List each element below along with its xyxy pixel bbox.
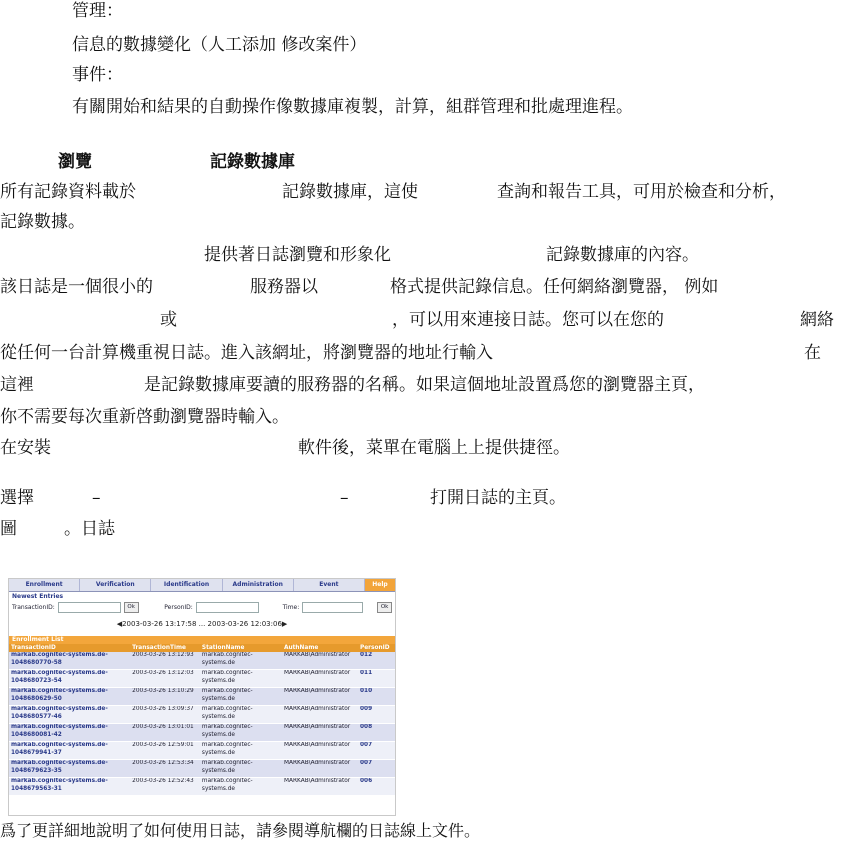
log-screenshot xyxy=(8,578,396,816)
cell-transaction-time: 2003-03-26 13:12:03 xyxy=(130,670,200,688)
p5-text-d: 打開日誌的主頁。 xyxy=(430,488,566,508)
cell-person-id[interactable]: 008 xyxy=(358,724,395,742)
p2-text-a: 提供著日誌瀏覽和形象化 xyxy=(204,245,391,265)
enrollment-list-title: Enrollment List xyxy=(9,636,395,644)
cell-transaction-id[interactable]: markab.cognitec-systems.de-1048680577-46 xyxy=(9,706,130,724)
time-label: Time: xyxy=(282,604,300,611)
p3-text-i: 這裡 xyxy=(0,375,34,395)
col-auth-name[interactable]: AuthName xyxy=(282,644,358,652)
table-row[interactable] xyxy=(9,652,395,670)
p1-text-c: 查詢和報告工具，可用於檢查和分析， xyxy=(497,182,786,202)
cell-person-id[interactable]: 006 xyxy=(358,778,395,796)
p4-text-a: 在安裝 xyxy=(0,438,51,458)
p3-text-b: 服務器以 xyxy=(250,277,318,297)
p2-text-b: 記錄數據庫的內容。 xyxy=(546,245,699,265)
p3-text-a: 該日誌是一個很小的 xyxy=(0,277,153,297)
screenshot-tab-bar xyxy=(9,579,395,592)
table-row[interactable] xyxy=(9,670,395,688)
p5-dash-2: – xyxy=(340,488,349,508)
cell-person-id[interactable]: 007 xyxy=(358,742,395,760)
tab-help[interactable]: Help xyxy=(365,579,395,591)
cell-transaction-time: 2003-03-26 12:53:34 xyxy=(130,760,200,778)
person-id-input[interactable] xyxy=(196,602,259,613)
figure-caption: 。日誌 xyxy=(64,519,115,539)
cell-station-name: markab.cognitec-systems.de xyxy=(200,760,282,778)
cell-transaction-id[interactable]: markab.cognitec-systems.de-1048679623-35 xyxy=(9,760,130,778)
cell-transaction-id[interactable]: markab.cognitec-systems.de-1048679941-37 xyxy=(9,742,130,760)
tab-verification[interactable]: Verification xyxy=(80,579,151,591)
p3-text-c: 格式提供記錄信息。任何網絡瀏覽器， 例如 xyxy=(390,277,719,297)
cell-transaction-id[interactable]: markab.cognitec-systems.de-1048679563-31 xyxy=(9,778,130,796)
cell-auth-name: MARKAB\Administrator xyxy=(282,778,358,796)
cell-station-name: markab.cognitec-systems.de xyxy=(200,670,282,688)
cell-transaction-time: 2003-03-26 13:01:01 xyxy=(130,724,200,742)
tab-enrollment[interactable]: Enrollment xyxy=(9,579,80,591)
col-station-name[interactable]: StationName xyxy=(200,644,282,652)
cell-person-id[interactable]: 007 xyxy=(358,760,395,778)
p3-text-j: 是記錄數據庫要讀的服務器的名稱。如果這個地址設置爲您的瀏覽器主頁， xyxy=(144,375,705,395)
cell-auth-name: MARKAB\Administrator xyxy=(282,688,358,706)
event-description: 有關開始和結果的自動操作像數據庫複製，計算，組群管理和批處理進程。 xyxy=(72,97,633,117)
p5-dash-1: – xyxy=(92,488,101,508)
cell-auth-name: MARKAB\Administrator xyxy=(282,760,358,778)
tab-identification[interactable]: Identification xyxy=(151,579,222,591)
cell-transaction-id[interactable]: markab.cognitec-systems.de-1048680629-50 xyxy=(9,688,130,706)
cell-station-name: markab.cognitec-systems.de xyxy=(200,778,282,796)
cell-auth-name: MARKAB\Administrator xyxy=(282,742,358,760)
p3-text-h: 在 xyxy=(804,343,821,363)
cell-person-id[interactable]: 010 xyxy=(358,688,395,706)
cell-auth-name: MARKAB\Administrator xyxy=(282,652,358,670)
table-row[interactable] xyxy=(9,778,395,796)
newest-entries-link[interactable]: Newest Entries xyxy=(12,593,64,600)
table-row[interactable] xyxy=(9,742,395,760)
time-input[interactable] xyxy=(302,602,363,613)
table-row[interactable] xyxy=(9,688,395,706)
figure-label: 圖 xyxy=(0,519,17,539)
heading-browse: 瀏覽 xyxy=(58,152,92,172)
p5-text-a: 選擇 xyxy=(0,488,34,508)
cell-auth-name: MARKAB\Administrator xyxy=(282,670,358,688)
enrollment-table xyxy=(9,644,395,796)
cell-station-name: markab.cognitec-systems.de xyxy=(200,724,282,742)
cell-station-name: markab.cognitec-systems.de xyxy=(200,742,282,760)
cell-person-id[interactable]: 009 xyxy=(358,706,395,724)
cell-auth-name: MARKAB\Administrator xyxy=(282,724,358,742)
tab-administration[interactable]: Administration xyxy=(223,579,294,591)
date-range-navigator[interactable]: ◀2003-03-26 13:17:58 ... 2003-03-26 12:03:06▶ xyxy=(116,620,288,628)
cell-transaction-id[interactable]: markab.cognitec-systems.de-1048680081-42 xyxy=(9,724,130,742)
tab-event[interactable]: Event xyxy=(294,579,365,591)
cell-auth-name: MARKAB\Administrator xyxy=(282,706,358,724)
cell-station-name: markab.cognitec-systems.de xyxy=(200,688,282,706)
p3-text-e: ，可以用來連接日誌。您可以在您的 xyxy=(392,310,664,330)
label-management: 管理： xyxy=(72,1,123,21)
cell-transaction-time: 2003-03-26 12:59:01 xyxy=(130,742,200,760)
p1-text-b: 記錄數據庫，這使 xyxy=(282,182,418,202)
cell-transaction-time: 2003-03-26 13:09:37 xyxy=(130,706,200,724)
table-row[interactable] xyxy=(9,706,395,724)
col-transaction-time[interactable]: TransactionTime xyxy=(130,644,200,652)
col-transaction-id[interactable]: TransactionID xyxy=(9,644,130,652)
cell-transaction-time: 2003-03-26 13:10:29 xyxy=(130,688,200,706)
cell-station-name: markab.cognitec-systems.de xyxy=(200,706,282,724)
cell-station-name: markab.cognitec-systems.de xyxy=(200,652,282,670)
time-ok-button[interactable]: Ok xyxy=(377,602,392,613)
transaction-id-label: TransactionID: xyxy=(12,604,55,611)
p1-text-d: 記錄數據。 xyxy=(0,212,85,232)
cell-transaction-time: 2003-03-26 12:52:43 xyxy=(130,778,200,796)
p3-text-g: 從任何一台計算機重視日誌。進入該網址，將瀏覽器的地址行輸入 xyxy=(0,343,493,363)
p3-text-d: 或 xyxy=(160,310,177,330)
cell-transaction-id[interactable]: markab.cognitec-systems.de-1048680770-58 xyxy=(9,652,130,670)
p3-text-k: 你不需要每次重新啓動瀏覽器時輸入。 xyxy=(0,407,289,427)
management-description: 信息的數據變化（人工添加 修改案件） xyxy=(72,35,367,55)
cell-person-id[interactable]: 011 xyxy=(358,670,395,688)
table-row[interactable] xyxy=(9,760,395,778)
heading-log-database: 記錄數據庫 xyxy=(210,152,295,172)
label-event: 事件： xyxy=(72,65,123,85)
cell-transaction-id[interactable]: markab.cognitec-systems.de-1048680723-54 xyxy=(9,670,130,688)
person-id-label: PersonID: xyxy=(164,604,193,611)
cell-transaction-time: 2003-03-26 13:12:93 xyxy=(130,652,200,670)
transaction-ok-button[interactable]: Ok xyxy=(124,602,139,613)
p3-text-f: 網絡 xyxy=(800,310,834,330)
table-row[interactable] xyxy=(9,724,395,742)
table-header-row xyxy=(9,644,395,652)
search-row xyxy=(9,601,395,614)
p1-text-a: 所有記錄資料載於 xyxy=(0,182,136,202)
col-person-id[interactable]: PersonID xyxy=(358,644,395,652)
transaction-id-input[interactable] xyxy=(58,602,121,613)
cell-person-id[interactable]: 012 xyxy=(358,652,395,670)
p4-text-b: 軟件後，菜單在電腦上上提供捷徑。 xyxy=(298,438,570,458)
footer-note: 爲了更詳細地說明了如何使用日誌，請參閱導航欄的日誌線上文件。 xyxy=(0,821,481,840)
